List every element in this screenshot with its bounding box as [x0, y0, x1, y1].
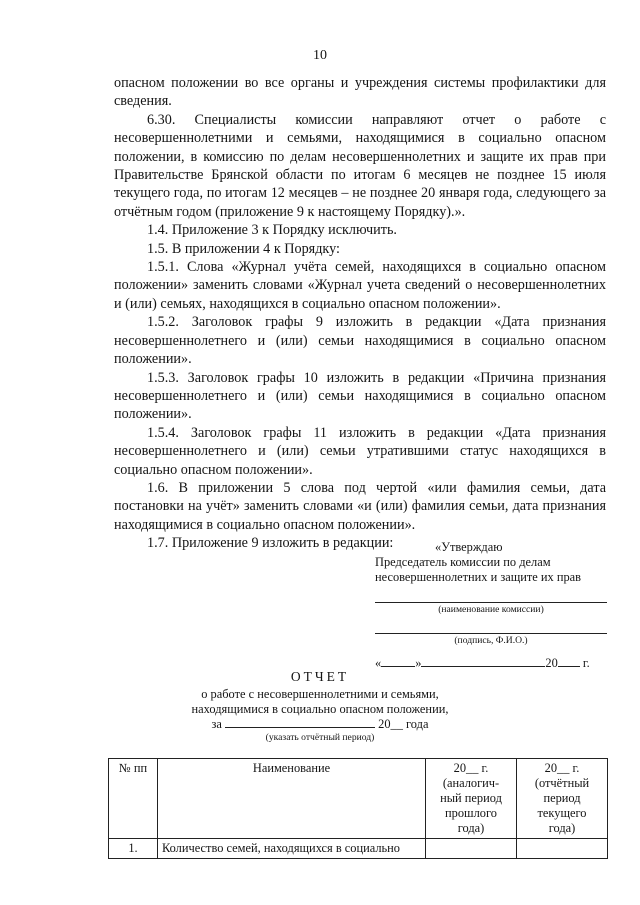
paragraph: 1.5. В приложении 4 к Порядку: [147, 240, 340, 257]
report-period [0, 716, 640, 732]
cell-value [517, 839, 608, 859]
date-year-suffix: г. [582, 656, 590, 670]
header-previous-period [426, 759, 517, 839]
paragraph: 1.5.2. Заголовок графы 9 изложить в редакции «Дата признания несовершеннолетнего и (или) семьи находящимися в социально опасном положении». [114, 314, 606, 368]
header-line: (отчётный [534, 776, 590, 790]
header-line: 20__ г. [453, 761, 489, 775]
commission-name-caption: (наименование комиссии) [438, 604, 544, 615]
approval-block [375, 540, 607, 671]
period-blank [225, 716, 375, 728]
header-current-period [517, 759, 608, 839]
header-line: ный период [440, 791, 502, 805]
page-number: 10 [313, 48, 327, 63]
document-body [114, 74, 606, 553]
approval-line-1: Председатель комиссии по делам [375, 555, 551, 569]
table-row [109, 839, 608, 859]
header-line: года) [457, 821, 485, 835]
period-prefix: за [211, 717, 222, 731]
report-subtitle [0, 687, 640, 717]
report-table [108, 758, 608, 859]
date-quote-open: « [375, 656, 382, 670]
header-line: 20__ г. [544, 761, 580, 775]
date-month-blank [421, 655, 545, 667]
table-header-row [109, 759, 608, 839]
header-num: № пп [109, 759, 158, 839]
header-line: (аналогич- [442, 776, 500, 790]
approval-title: «Утверждаю [435, 540, 503, 554]
paragraph: 6.30. Специалисты комиссии направляют отчет о работе с несовершеннолетними и семьями, находящимися в социально опасном положении, в комиссию по делам несовершеннолетних и защите их прав при Правительстве Брянской области по итогам 6 месяцев не позднее 15 июля текущего года, по итогам 12 месяцев – не позднее 20 января года, следующего за отчётным годом (приложение 9 к настоящему Порядку).». [114, 111, 606, 220]
paragraph: 1.7. Приложение 9 изложить в редакции: [147, 535, 394, 552]
header-line: года) [548, 821, 576, 835]
date-quote-close: » [415, 656, 422, 670]
paragraph: 1.6. В приложении 5 слова под чертой «или фамилия семьи, дата постановки на учёт» заменить словами «и (или) фамилия семьи, дата признания находящимися в социально опасном положении». [114, 479, 606, 533]
header-line: текущего [537, 806, 587, 820]
period-caption: (указать отчётный период) [265, 732, 375, 743]
date-year-blank [558, 655, 580, 667]
date-day-blank [381, 655, 415, 667]
cell-value [426, 839, 517, 859]
header-name: Наименование [158, 759, 426, 839]
paragraph: 1.5.3. Заголовок графы 10 изложить в редакции «Причина признания несовершеннолетнего и (или) семьи находящимися в социально опасном положении». [114, 369, 606, 423]
signature-caption: (подпись, Ф.И.О.) [454, 635, 528, 646]
paragraph: опасном положении во все органы и учреждения системы профилактики для сведения. [114, 75, 606, 110]
approval-line-2: несовершеннолетних и защите их прав [375, 570, 582, 584]
report-subtitle-line-2: находящимися в социально опасном положении, [191, 702, 449, 716]
header-line: прошлого [445, 806, 497, 820]
paragraph: 1.4. Приложение 3 к Порядку исключить. [147, 222, 397, 239]
cell-num: 1. [109, 839, 158, 859]
date-year-prefix: 20 [545, 656, 558, 670]
period-year: 20__ года [378, 717, 429, 731]
report-subtitle-line-1: о работе с несовершеннолетними и семьями, [201, 687, 439, 701]
report-title: ОТЧЕТ [290, 669, 350, 684]
header-line: период [543, 791, 581, 805]
paragraph: 1.5.1. Слова «Журнал учёта семей, находящихся в социально опасном положении» заменить словами «Журнал учета сведений о несовершеннолетних и (или) семьях, находящихся в социально опасном положении». [114, 259, 606, 312]
signature-line [375, 618, 607, 634]
paragraph: 1.5.4. Заголовок графы 11 изложить в редакции «Дата признания несовершеннолетнего и (или) семьи утратившими статус находящихся в социально опасном положении». [114, 424, 606, 478]
cell-name: Количество семей, находящихся в социально [158, 839, 426, 859]
commission-name-line [375, 587, 607, 603]
